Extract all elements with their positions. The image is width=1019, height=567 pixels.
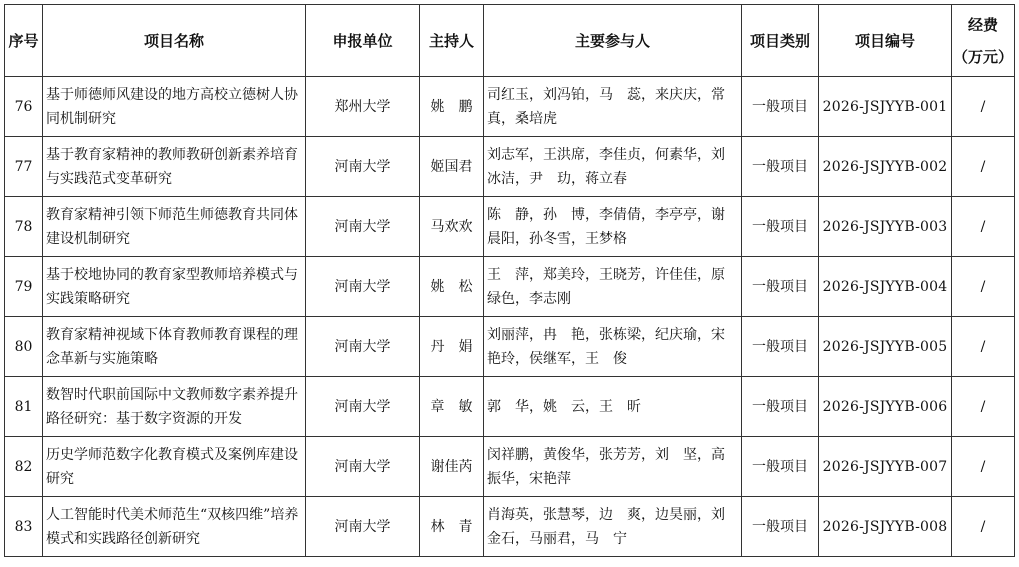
row-no: 78 (5, 197, 43, 257)
header-row (5, 5, 1015, 77)
row-host: 姚 松 (420, 257, 484, 317)
row-fee: / (952, 377, 1015, 437)
row-participants: 王 萍，郑美玲，王晓芳，许佳佳，原绿色，李志刚 (484, 257, 742, 317)
row-no: 82 (5, 437, 43, 497)
table-row (5, 437, 1015, 497)
table-row (5, 197, 1015, 257)
row-host: 马欢欢 (420, 197, 484, 257)
header-participants: 主要参与人 (484, 5, 742, 77)
row-host: 谢佳芮 (420, 437, 484, 497)
header-no: 序号 (5, 5, 43, 77)
row-name: 历史学师范数字化教育模式及案例库建设研究 (43, 437, 306, 497)
row-category: 一般项目 (742, 497, 819, 557)
row-fee: / (952, 137, 1015, 197)
row-code: 2026-JSJYYB-006 (819, 377, 952, 437)
row-unit: 河南大学 (306, 137, 420, 197)
table-row (5, 497, 1015, 557)
row-no: 79 (5, 257, 43, 317)
header-host: 主持人 (420, 5, 484, 77)
header-unit: 申报单位 (306, 5, 420, 77)
header-category: 项目类别 (742, 5, 819, 77)
row-code: 2026-JSJYYB-005 (819, 317, 952, 377)
row-participants: 刘丽萍，冉 艳，张栋梁，纪庆瑜，宋艳玲，侯继军，王 俊 (484, 317, 742, 377)
table-row (5, 77, 1015, 137)
row-code: 2026-JSJYYB-001 (819, 77, 952, 137)
row-participants: 肖海英，张慧琴，边 爽，边昊丽，刘金石，马丽君，马 宁 (484, 497, 742, 557)
table-row (5, 137, 1015, 197)
row-unit: 河南大学 (306, 377, 420, 437)
row-host: 林 青 (420, 497, 484, 557)
row-name: 教育家精神视域下体育教师教育课程的理念革新与实施策略 (43, 317, 306, 377)
row-category: 一般项目 (742, 437, 819, 497)
row-code: 2026-JSJYYB-007 (819, 437, 952, 497)
row-participants: 郭 华，姚 云，王 昕 (484, 377, 742, 437)
row-code: 2026-JSJYYB-002 (819, 137, 952, 197)
row-code: 2026-JSJYYB-004 (819, 257, 952, 317)
row-unit: 河南大学 (306, 257, 420, 317)
row-fee: / (952, 317, 1015, 377)
row-no: 77 (5, 137, 43, 197)
table-row (5, 377, 1015, 437)
row-host: 丹 娟 (420, 317, 484, 377)
row-category: 一般项目 (742, 77, 819, 137)
row-category: 一般项目 (742, 317, 819, 377)
row-fee: / (952, 77, 1015, 137)
row-code: 2026-JSJYYB-008 (819, 497, 952, 557)
row-name: 人工智能时代美术师范生“双核四维”培养模式和实践路径创新研究 (43, 497, 306, 557)
row-host: 章 敏 (420, 377, 484, 437)
header-fee-line2: （万元） (952, 47, 1013, 66)
row-fee: / (952, 497, 1015, 557)
row-fee: / (952, 257, 1015, 317)
row-fee: / (952, 437, 1015, 497)
row-no: 80 (5, 317, 43, 377)
row-participants: 闵祥鹏，黄俊华，张芳芳，刘 坚，高振华，宋艳萍 (484, 437, 742, 497)
row-code: 2026-JSJYYB-003 (819, 197, 952, 257)
row-unit: 河南大学 (306, 437, 420, 497)
row-unit: 河南大学 (306, 497, 420, 557)
row-fee: / (952, 197, 1015, 257)
row-category: 一般项目 (742, 257, 819, 317)
row-category: 一般项目 (742, 137, 819, 197)
row-name: 基于校地协同的教育家型教师培养模式与实践策略研究 (43, 257, 306, 317)
row-host: 姬国君 (420, 137, 484, 197)
row-unit: 河南大学 (306, 197, 420, 257)
header-fee-line1: 经费 (967, 15, 998, 34)
header-fee (952, 5, 1015, 77)
table-row (5, 257, 1015, 317)
row-participants: 陈 静，孙 博，李倩倩，李亭亭，谢晨阳，孙冬雪，王梦格 (484, 197, 742, 257)
row-name: 数智时代职前国际中文教师数字素养提升路径研究：基于数字资源的开发 (43, 377, 306, 437)
row-participants: 司红玉，刘冯铂，马 蕊，来庆庆，常 真，桑培虎 (484, 77, 742, 137)
row-name: 基于教育家精神的教师教研创新素养培育与实践范式变革研究 (43, 137, 306, 197)
row-host: 姚 鹏 (420, 77, 484, 137)
row-unit: 郑州大学 (306, 77, 420, 137)
row-unit: 河南大学 (306, 317, 420, 377)
row-no: 83 (5, 497, 43, 557)
row-no: 81 (5, 377, 43, 437)
table-row (5, 317, 1015, 377)
header-code: 项目编号 (819, 5, 952, 77)
row-participants: 刘志军，王洪席，李佳贞，何素华，刘冰洁，尹 玏，蒋立春 (484, 137, 742, 197)
project-table (4, 4, 1015, 557)
row-name: 基于师德师风建设的地方高校立德树人协同机制研究 (43, 77, 306, 137)
row-no: 76 (5, 77, 43, 137)
row-category: 一般项目 (742, 377, 819, 437)
row-name: 教育家精神引领下师范生师德教育共同体建设机制研究 (43, 197, 306, 257)
row-category: 一般项目 (742, 197, 819, 257)
header-name: 项目名称 (43, 5, 306, 77)
